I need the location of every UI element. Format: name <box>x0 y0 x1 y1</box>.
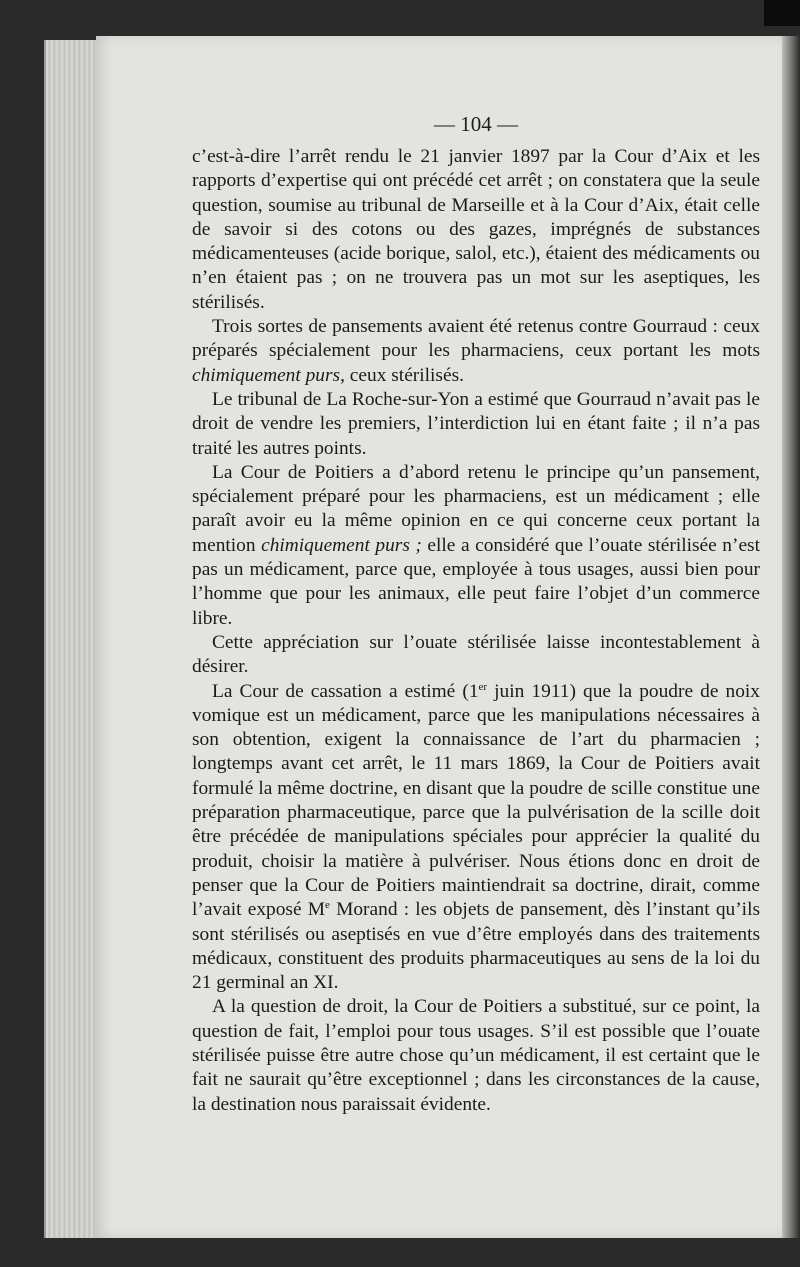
text-run: La Cour de Poitiers a d’abord retenu le principe qu’un pansement, spécialement préparé pour les pharmaciens, est un médicament ; elle paraît avoir eu la même opinion en ce qui concerne ceux portant la mention <box>192 461 760 556</box>
paragraph <box>192 995 760 1116</box>
superscript-text: er <box>478 680 488 693</box>
text-run: Trois sortes de pansements avaient été retenus contre Gourraud : ceux préparés spécialement pour les pharmaciens, ceux portant les mots <box>192 316 760 362</box>
paragraph <box>192 388 760 461</box>
italic-text: chimiquement purs ; <box>261 534 422 556</box>
text-run: elle a considéré que l’ouate stérilisée n’est pas un médicament, parce que, employée à tous usages, aussi bien pour l’homme que pour les animaux, elle peut faire l’objet d’un commerce libre. <box>192 534 760 629</box>
text-run: juin 1911) que la poudre de noix vomique est un médicament, parce que les manipulations nécessaires à son obtention, exigent la connaissance de l’art du pharmacien ; longtemps avant cet arrêt, le 11 mars 1869, la Cour de Poitiers avait formulé la même doctrine, en disant que la poudre de scille constitue une préparation pharmaceutique, parce que la pulvérisation de la scille doit être précédée de manipulations spéciales pour apprécier la qualité du produit, choisir la matière à pulvériser. Nous étions donc en droit de penser que la Cour de Poitiers maintiendrait sa doctrine, dirait, comme l’avait exposé M <box>192 680 760 921</box>
paragraph <box>192 145 760 315</box>
paragraph <box>192 631 760 680</box>
text-run: La Cour de cassation a estimé (1 <box>212 680 479 702</box>
paragraph <box>192 315 760 388</box>
text-run: Le tribunal de La Roche-sur-Yon a estimé que Gourraud n’avait pas le droit de vendre les premiers, l’interdiction lui en étant faite ; il n’a pas traité les autres points. <box>192 388 760 459</box>
text-run: A la question de droit, la Cour de Poitiers a substitué, sur ce point, la question de fait, l’emploi pour tous usages. S’il est possible que l’ouate stérilisée puisse être autre chose qu’un médicament, il est certaint que le fait ne saurait qu’être exceptionnel ; dans les circonstances de la cause, la destination nous paraissait évidente. <box>192 996 760 1115</box>
text-run: c’est-à-dire l’arrêt rendu le 21 janvier 1897 par la Cour d’Aix et les rapports d’expertise qui ont précédé cet arrêt ; on constatera que la seule question, soumise au tribunal de Marseille et à la Cour d’Aix, était celle de savoir si des cotons ou des gazes, imprégnés de substances médicamenteuses (acide borique, salol, etc.), étaient des médicaments ou n’en étaient pas ; on ne trouvera pas un mot sur les aseptiques, les stérilisés. <box>192 146 760 313</box>
paragraph <box>192 680 760 996</box>
italic-text: chimiquement purs <box>192 364 341 386</box>
paragraph <box>192 461 760 631</box>
scan-edge-mark <box>764 0 800 26</box>
text-run: Morand : les objets de pansement, dès l’instant qu’ils sont stérilisés ou aseptisés en vue d’être employés dans des traitements médicaux, constituent des produits pharmaceutiques au sens de la loi du 21 germinal an XI. <box>192 899 761 994</box>
text-run: , ceux stérilisés. <box>340 364 464 386</box>
page-number: — 104 — <box>434 112 518 136</box>
superscript-text: e <box>325 899 330 912</box>
page-right-edge-shadow <box>782 36 800 1238</box>
body-text <box>192 145 760 1117</box>
text-run: Cette appréciation sur l’ouate stérilisée laisse incontestablement à désirer. <box>192 631 760 678</box>
